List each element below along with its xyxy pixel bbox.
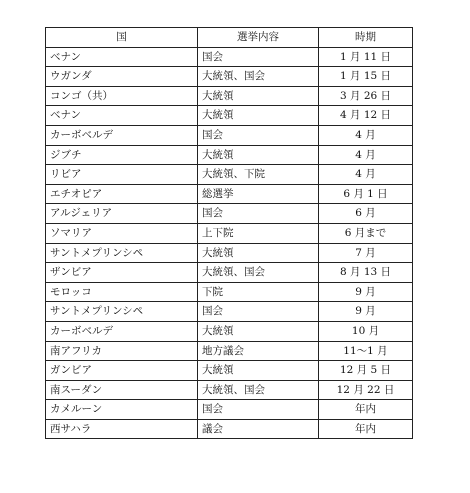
table-row xyxy=(46,302,413,322)
cell-period: 1 月 15 日 xyxy=(319,67,413,87)
cell-country: ガンビア xyxy=(46,361,198,381)
cell-country: エチオピア xyxy=(46,184,198,204)
cell-country: カーボベルデ xyxy=(46,321,198,341)
cell-election-content: 大統領、下院 xyxy=(198,165,319,185)
cell-country: ベナン xyxy=(46,47,198,67)
cell-election-content: 大統領 xyxy=(198,106,319,126)
table-row xyxy=(46,86,413,106)
cell-election-content: 国会 xyxy=(198,125,319,145)
cell-election-content: 大統領、国会 xyxy=(198,67,319,87)
cell-election-content: 大統領 xyxy=(198,243,319,263)
cell-period: 6 月 1 日 xyxy=(319,184,413,204)
cell-country: ベナン xyxy=(46,106,198,126)
cell-period: 4 月 xyxy=(319,165,413,185)
cell-country: 南スーダン xyxy=(46,380,198,400)
cell-country: ウガンダ xyxy=(46,67,198,87)
cell-period: 8 月 13 日 xyxy=(319,263,413,283)
table-row xyxy=(46,125,413,145)
table-row xyxy=(46,361,413,381)
table-row xyxy=(46,47,413,67)
table-row xyxy=(46,400,413,420)
table-row xyxy=(46,165,413,185)
cell-election-content: 国会 xyxy=(198,204,319,224)
cell-period: 4 月 12 日 xyxy=(319,106,413,126)
cell-election-content: 大統領 xyxy=(198,145,319,165)
cell-country: リビア xyxy=(46,165,198,185)
cell-period: 10 月 xyxy=(319,321,413,341)
table-row xyxy=(46,204,413,224)
table-header-row xyxy=(46,28,413,48)
header-country: 国 xyxy=(46,28,198,48)
cell-country: カメルーン xyxy=(46,400,198,420)
cell-period: 6 月まで xyxy=(319,223,413,243)
table-row xyxy=(46,263,413,283)
cell-period: 9 月 xyxy=(319,282,413,302)
cell-election-content: 下院 xyxy=(198,282,319,302)
cell-period: 4 月 xyxy=(319,125,413,145)
cell-period: 3 月 26 日 xyxy=(319,86,413,106)
cell-election-content: 国会 xyxy=(198,302,319,322)
cell-period: 12 月 5 日 xyxy=(319,361,413,381)
cell-period: 7 月 xyxy=(319,243,413,263)
cell-election-content: 大統領 xyxy=(198,321,319,341)
cell-country: アルジェリア xyxy=(46,204,198,224)
table-row xyxy=(46,106,413,126)
cell-period: 6 月 xyxy=(319,204,413,224)
election-schedule-table xyxy=(45,27,413,439)
header-period: 時期 xyxy=(319,28,413,48)
table-row xyxy=(46,223,413,243)
table-row xyxy=(46,282,413,302)
cell-period: 年内 xyxy=(319,419,413,439)
table-row xyxy=(46,341,413,361)
cell-country: サントメプリンシペ xyxy=(46,243,198,263)
cell-country: サントメプリンシペ xyxy=(46,302,198,322)
cell-country: 南アフリカ xyxy=(46,341,198,361)
cell-country: コンゴ（共） xyxy=(46,86,198,106)
cell-country: 西サハラ xyxy=(46,419,198,439)
cell-country: ソマリア xyxy=(46,223,198,243)
cell-country: モロッコ xyxy=(46,282,198,302)
cell-election-content: 国会 xyxy=(198,400,319,420)
table-row xyxy=(46,380,413,400)
table-row xyxy=(46,67,413,87)
cell-election-content: 大統領、国会 xyxy=(198,263,319,283)
table-row xyxy=(46,419,413,439)
table-body xyxy=(46,47,413,439)
cell-period: 9 月 xyxy=(319,302,413,322)
cell-election-content: 上下院 xyxy=(198,223,319,243)
table-row xyxy=(46,145,413,165)
cell-election-content: 国会 xyxy=(198,47,319,67)
cell-election-content: 地方議会 xyxy=(198,341,319,361)
cell-period: 4 月 xyxy=(319,145,413,165)
cell-period: 年内 xyxy=(319,400,413,420)
header-election-content: 選挙内容 xyxy=(198,28,319,48)
cell-country: カーボベルデ xyxy=(46,125,198,145)
cell-election-content: 総選挙 xyxy=(198,184,319,204)
table-row xyxy=(46,184,413,204)
cell-election-content: 大統領、国会 xyxy=(198,380,319,400)
cell-country: ジブチ xyxy=(46,145,198,165)
cell-period: 11～1 月 xyxy=(319,341,413,361)
cell-election-content: 大統領 xyxy=(198,361,319,381)
cell-election-content: 大統領 xyxy=(198,86,319,106)
table-row xyxy=(46,243,413,263)
cell-election-content: 議会 xyxy=(198,419,319,439)
cell-period: 1 月 11 日 xyxy=(319,47,413,67)
table-row xyxy=(46,321,413,341)
cell-country: ザンビア xyxy=(46,263,198,283)
cell-period: 12 月 22 日 xyxy=(319,380,413,400)
